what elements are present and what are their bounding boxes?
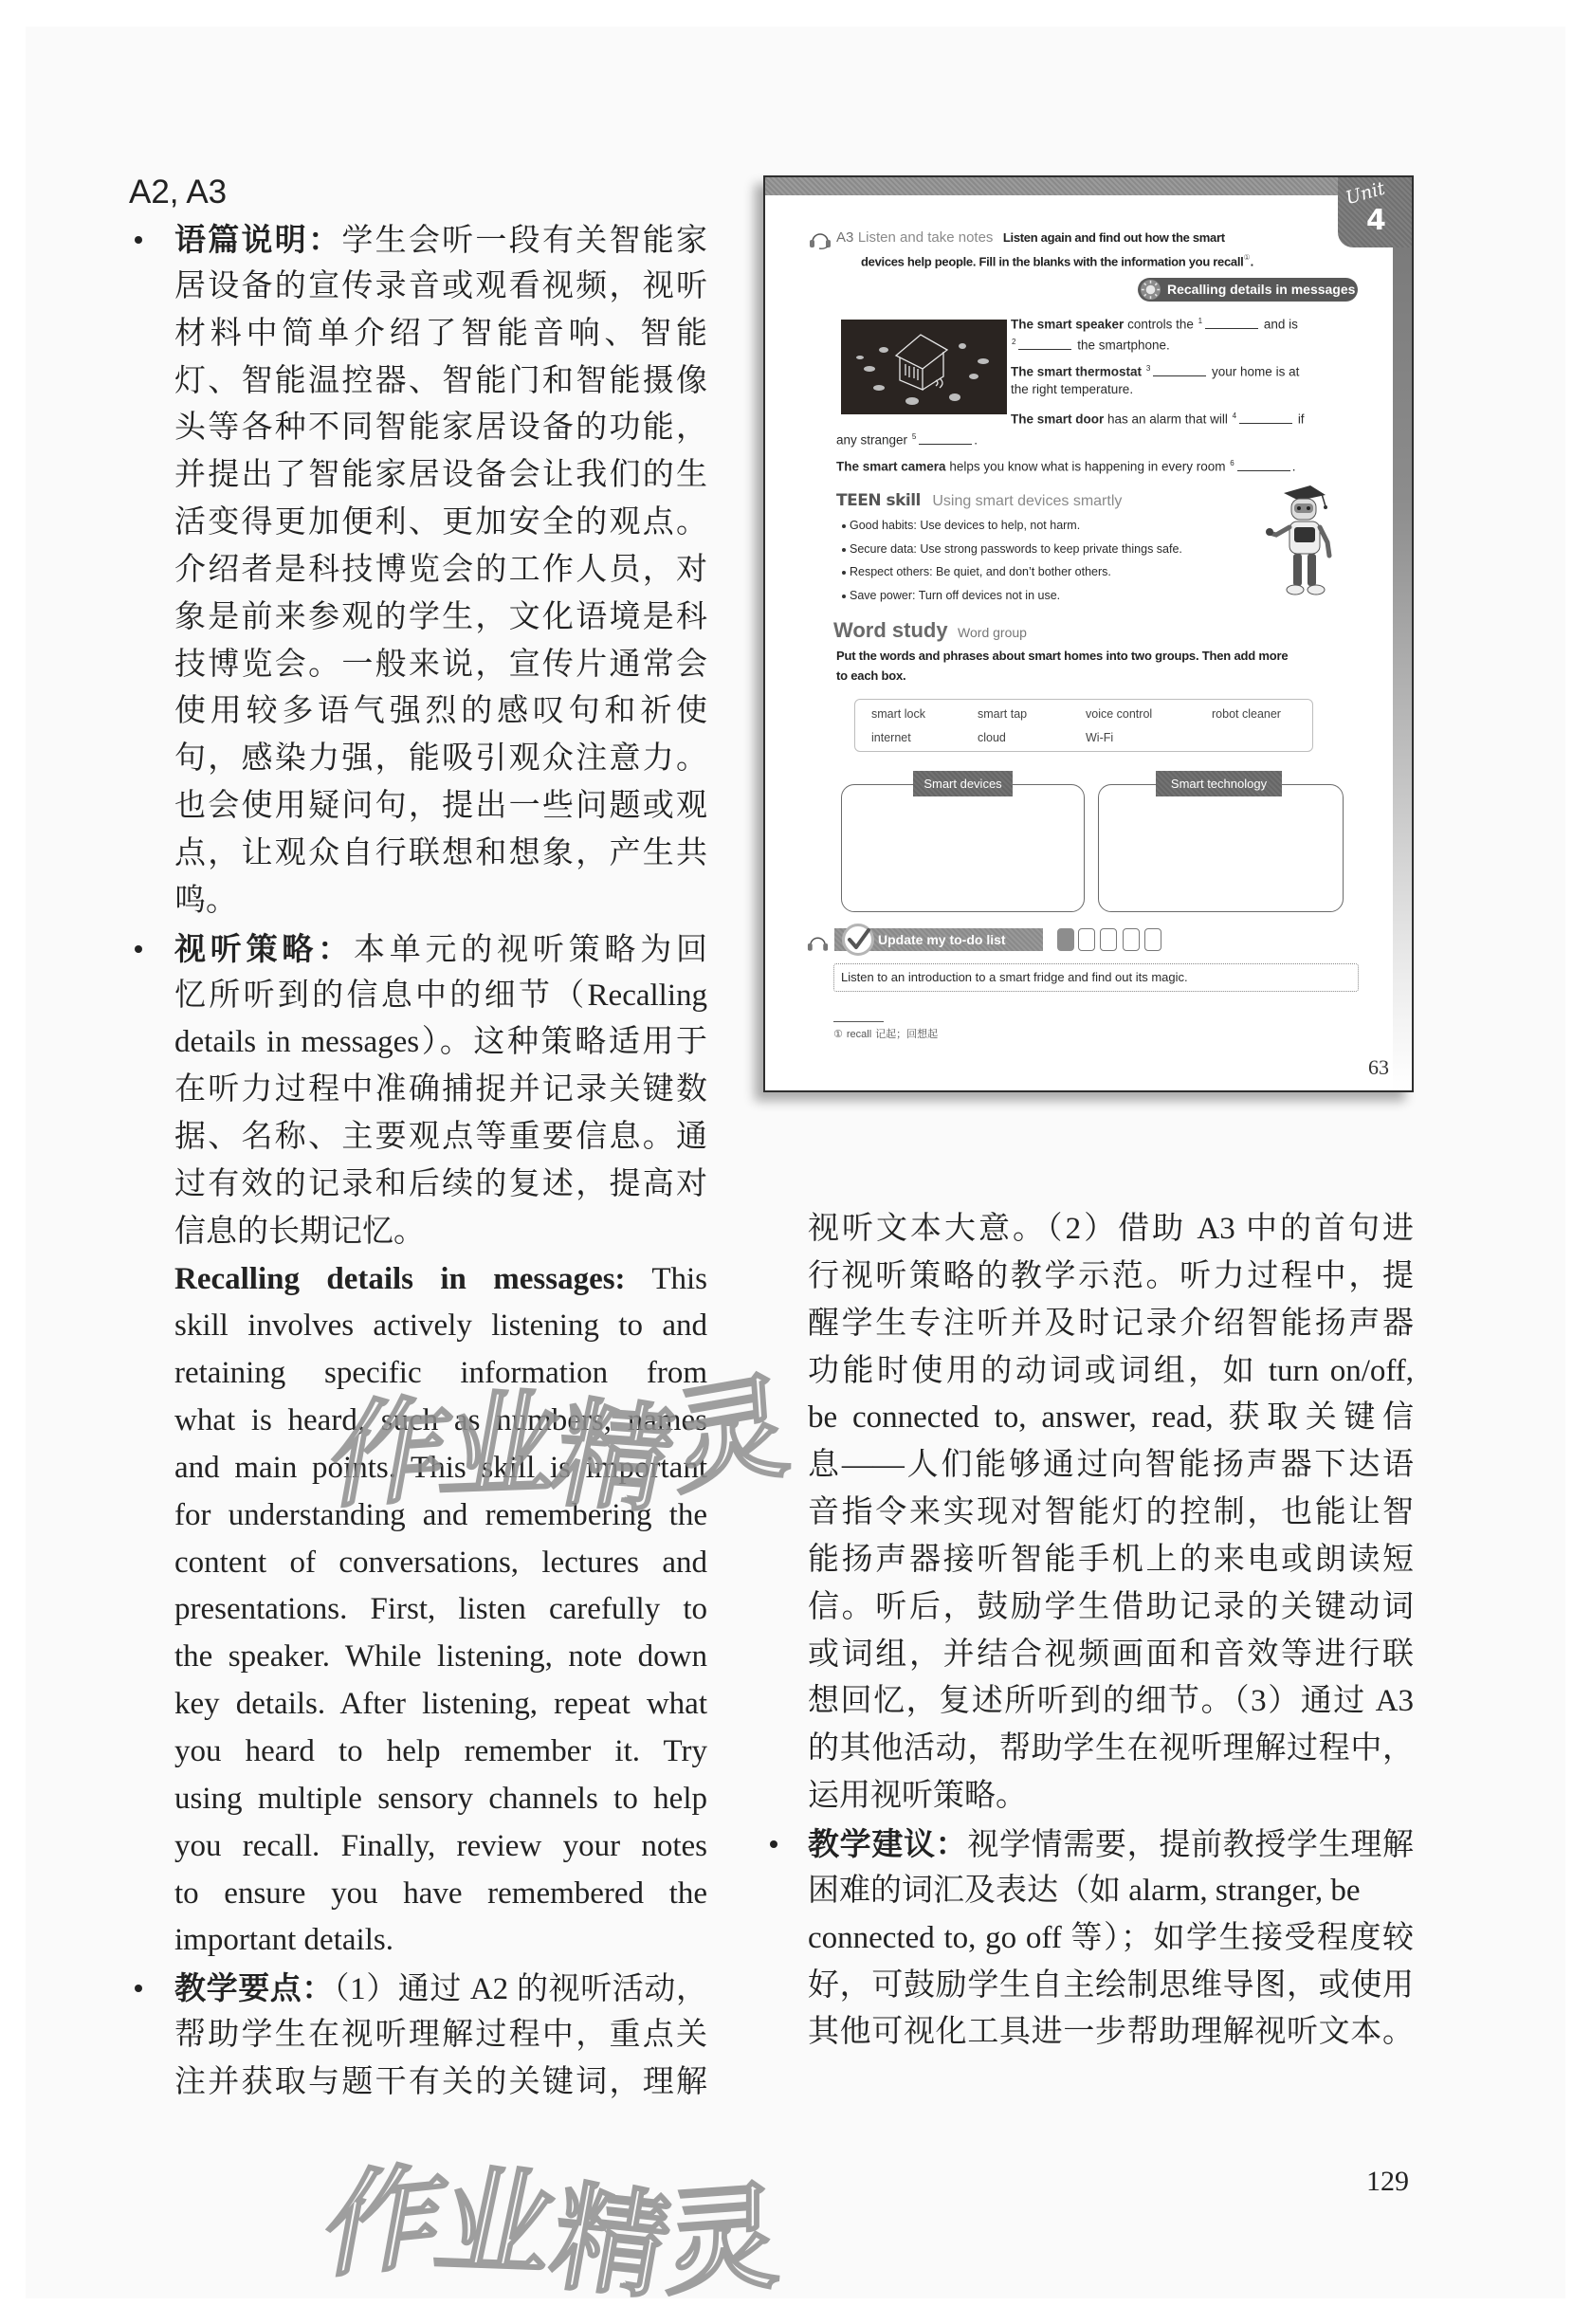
text-line: 忆所听到的信息中的细节（Recalling	[174, 978, 707, 1013]
text-line: 运用视听策略。	[808, 1779, 1027, 1814]
text-line: 在听力过程中准确捕捉并记录关键数	[174, 1072, 707, 1107]
text-line	[174, 1256, 707, 1304]
word-bank-item: internet	[871, 731, 911, 744]
unit-label: Unit	[1343, 177, 1388, 210]
text-line: content of conversations, lectures and	[174, 1545, 707, 1580]
text-line: 音指令来实现对智能灯的控制，也能让智	[808, 1495, 1414, 1530]
bullet-label: 教学建议：	[808, 1824, 968, 1862]
text-line: 信息的长期记忆。	[174, 1214, 425, 1249]
right-column	[808, 1206, 1414, 2057]
word-bank-item: smart tap	[978, 707, 1028, 721]
teen-skill-badge: TEEN skill	[836, 491, 921, 510]
teaching-points-continued	[808, 1206, 1414, 1821]
answer-blank	[1018, 339, 1071, 350]
fill-text: if	[1297, 412, 1305, 427]
checkmark-icon	[841, 923, 875, 957]
text-line: 活变得更加便利、更加安全的观点。	[174, 505, 707, 540]
fill-text: the smartphone.	[1077, 338, 1170, 353]
bullet-label: 语篇说明：	[174, 221, 342, 258]
text-line-content: This	[651, 1261, 707, 1296]
text-line: 的其他活动，帮助学生在视听理解过程中，	[808, 1731, 1414, 1766]
text-line: 其他可视化工具进一步帮助理解视听文本。	[808, 2015, 1414, 2050]
word-bank-item: cloud	[978, 731, 1006, 744]
text-line: 材料中简单介绍了智能音响、智能	[174, 316, 707, 351]
text-line: 技博览会。一般来说，宣传片通常会	[174, 647, 707, 682]
bullet-text-overview	[174, 216, 707, 925]
bullet-icon	[842, 548, 846, 552]
answer-blank	[1205, 318, 1258, 329]
fill-subject: The smart door	[1011, 412, 1105, 427]
word-study-header	[833, 617, 1027, 644]
text-line: the speaker. While listening, note down	[174, 1639, 707, 1674]
fill-in-line	[1011, 333, 1170, 356]
text-line: 或词组，并结合视频画面和音效等进行联	[808, 1637, 1414, 1672]
fill-text: your home is at	[1212, 364, 1300, 379]
text-line	[808, 1821, 1414, 1868]
bullet-icon	[842, 571, 846, 575]
group-box-smart-technology	[1098, 784, 1344, 912]
text-line: 鸣。	[174, 883, 237, 918]
text-line: important details.	[174, 1923, 393, 1958]
blank-number: 6	[1230, 459, 1234, 467]
bullet-text-teaching-points	[174, 1965, 707, 2107]
text-line: what is heard, such as numbers, names	[174, 1403, 707, 1438]
tip-item	[842, 516, 1080, 535]
activity-instruction: Listen again and find out how the smart	[1002, 230, 1225, 245]
text-line: retaining specific information from	[174, 1356, 707, 1391]
page-number: 129	[1366, 2166, 1409, 2197]
paragraph-label: Recalling details in messages:	[174, 1261, 626, 1296]
text-line: 功能时使用的动词或词组，如 turn on/off,	[808, 1353, 1414, 1388]
text-line	[174, 1965, 707, 2012]
answer-blank	[1237, 460, 1290, 471]
text-line: using multiple sensory channels to help	[174, 1781, 707, 1816]
fill-text: has an alarm that will	[1104, 412, 1228, 427]
word-study-instruction: to each box.	[836, 668, 906, 683]
strategy-badge	[1138, 278, 1358, 302]
unit-number: 4	[1366, 204, 1386, 237]
fill-text: and is	[1263, 317, 1298, 332]
bullet-icon	[770, 1840, 777, 1848]
footnote	[833, 1027, 942, 1042]
headphone-icon	[806, 934, 830, 953]
text-line-content: 学生会听一段有关智能家	[341, 224, 708, 258]
text-line: for understanding and remembering the	[174, 1497, 707, 1532]
text-line: 帮助学生在视听理解过程中，重点关	[174, 2018, 707, 2053]
tip-text: Good habits: Use devices to help, not harm.	[850, 519, 1081, 532]
activity-title: Listen and take notes	[857, 229, 994, 246]
text-line: 好，可鼓励学生自主绘制思维导图，或使用	[808, 1967, 1414, 2003]
answer-blank	[1153, 365, 1206, 376]
teen-skill-header	[836, 488, 1122, 513]
blank-number: 2	[1012, 338, 1016, 346]
text-line-content: 本单元的视听策略为回	[353, 932, 708, 967]
todo-label-bar: Update my to-do list	[834, 928, 1043, 951]
fill-text: any stranger	[836, 432, 908, 448]
group-label-smart-devices: Smart devices	[913, 771, 1013, 796]
progress-box	[1100, 928, 1117, 951]
fill-in-line	[1011, 359, 1299, 382]
text-line: skill involves actively listening to and	[174, 1308, 707, 1344]
text-line: 信。听后，鼓励学生借助记录的关键动词	[808, 1589, 1414, 1624]
text-line: you heard to help remember it. Try	[174, 1734, 707, 1768]
text-line-content: （1）通过 A2 的视听活动，	[334, 1972, 708, 2007]
progress-box	[1123, 928, 1140, 951]
text-line: 点，让观众自行联想和想象，产生共	[174, 835, 707, 870]
word-bank-item: voice control	[1086, 707, 1153, 721]
page-top-band	[765, 177, 1412, 195]
headphone-icon	[808, 230, 832, 249]
activity-header	[836, 229, 1225, 247]
footnote-word: recall	[846, 1029, 872, 1040]
text-line: 行视听策略的教学示范。听力过程中，提	[808, 1258, 1414, 1293]
fill-in-line	[836, 428, 978, 450]
word-bank-item: smart lock	[871, 707, 925, 721]
bullet-text-strategy	[174, 925, 707, 1256]
word-bank	[854, 699, 1313, 752]
footnote-meaning: 记起；回想起	[875, 1029, 939, 1040]
word-study-subtitle: Word group	[958, 625, 1027, 640]
fill-text: helps you know what is happening in every room	[945, 459, 1226, 474]
fill-text: controls the	[1124, 317, 1194, 332]
fill-text: .	[974, 432, 978, 448]
footnote-divider	[833, 1021, 884, 1022]
left-column	[174, 216, 707, 2107]
english-skill-paragraph	[174, 1256, 707, 1966]
footnote-ref: ①	[1243, 253, 1251, 262]
text-line: 并提出了智能家居设备会让我们的生	[174, 458, 707, 493]
text-line: 息——人们能够通过向智能扬声器下达语	[808, 1448, 1414, 1483]
text-line: presentations. First, listen carefully to	[174, 1592, 707, 1627]
text-line: 介绍者是科技博览会的工作人员，对	[174, 552, 707, 587]
answer-blank	[1239, 412, 1292, 424]
word-study-title: Word study	[833, 618, 948, 642]
word-bank-item: Wi-Fi	[1086, 731, 1114, 744]
text-line: connected to, go off 等）；如学生接受程度较	[808, 1920, 1414, 1955]
text-line: 象是前来参观的学生，文化语境是科	[174, 599, 707, 634]
text-line: 视听文本大意。（2）借助 A3 中的首句进	[808, 1212, 1414, 1246]
instruction-end: .	[1250, 254, 1253, 269]
progress-box	[1144, 928, 1161, 951]
activity-instruction-line2	[861, 249, 1253, 269]
fill-in-line	[836, 454, 1295, 477]
text-line: 头等各种不同智能家居设备的功能，	[174, 411, 707, 446]
text-line: 过有效的记录和后续的复述，提高对	[174, 1166, 707, 1201]
text-line-content: 视学情需要，提前教授学生理解	[967, 1827, 1415, 1862]
text-line: 居设备的宣传录音或观看视频，视听	[174, 268, 707, 303]
word-study-instruction: Put the words and phrases about smart homes into two groups. Then add more	[836, 649, 1289, 663]
instruction-text: devices help people. Fill in the blanks with the information you recall	[861, 254, 1244, 269]
todo-task: Listen to an introduction to a smart fridge and find out its magic.	[833, 963, 1359, 992]
answer-blank	[919, 433, 972, 445]
text-line: and main points. This skill is important	[174, 1450, 707, 1485]
bullet-label: 视听策略：	[174, 929, 354, 967]
text-line: key details. After listening, repeat what	[174, 1687, 707, 1722]
bullet-icon	[135, 945, 142, 953]
text-line: details in messages）。这种策略适用于	[174, 1025, 707, 1060]
text-line: 使用较多语气强烈的感叹句和祈使	[174, 694, 707, 729]
progress-box	[1078, 928, 1095, 951]
bullet-icon	[135, 236, 142, 244]
blank-number: 1	[1198, 317, 1203, 325]
text-line: 注并获取与题干有关的关键词，理解	[174, 2064, 707, 2099]
page-right-band	[1393, 177, 1412, 1090]
text-line: be connected to, answer, read, 获取关键信	[808, 1400, 1414, 1436]
text-line: you recall. Finally, review your notes	[174, 1828, 707, 1863]
bullet-label: 教学要点：	[174, 1969, 334, 2007]
blank-number: 4	[1232, 412, 1237, 420]
tip-item	[842, 562, 1111, 581]
bullet-icon	[842, 524, 846, 528]
text-line: 醒学生专注听并及时记录介绍智能扬声器	[808, 1306, 1414, 1341]
tip-text: Secure data: Use strong passwords to keep private things safe.	[850, 542, 1182, 556]
fill-subject: The smart camera	[836, 459, 946, 474]
bullet-text-teaching-suggestions	[808, 1821, 1414, 2057]
text-line	[174, 925, 707, 973]
group-box-smart-devices	[841, 784, 1085, 912]
fill-subject: The smart speaker	[1011, 317, 1125, 332]
text-line: 也会使用疑问句，提出一些问题或观	[174, 789, 707, 824]
text-line: to ensure you have remembered the	[174, 1876, 707, 1911]
strategy-badge-label: Recalling details in messages	[1167, 282, 1356, 297]
fill-in-line: the right temperature.	[1011, 382, 1134, 396]
fill-in-line	[1011, 407, 1305, 430]
tip-item	[842, 540, 1182, 558]
fill-in-line	[1011, 312, 1298, 335]
blank-number: 5	[911, 432, 917, 441]
text-line: 句，感染力强，能吸引观众注意力。	[174, 741, 707, 777]
text-line: 灯、智能温控器、智能门和智能摄像	[174, 363, 707, 398]
text-line: 困难的词汇及表达（如 alarm, stranger, be	[808, 1873, 1361, 1908]
robot-illustration	[1263, 484, 1339, 602]
textbook-page-number: 63	[1368, 1055, 1389, 1079]
footnote-mark: ①	[833, 1029, 843, 1040]
tip-text: Respect others: Be quiet, and don’t bother others.	[850, 565, 1111, 578]
tip-item	[842, 586, 1060, 605]
progress-box-filled	[1057, 928, 1074, 951]
unit-tab	[1338, 177, 1412, 247]
teen-skill-title: Using smart devices smartly	[932, 493, 1123, 509]
lightbulb-icon	[1140, 279, 1161, 301]
fill-subject: The smart thermostat	[1011, 364, 1143, 379]
group-label-smart-technology: Smart technology	[1156, 771, 1282, 796]
text-line	[174, 216, 707, 264]
textbook-page-image	[763, 175, 1414, 1092]
tip-text: Save power: Turn off devices not in use.	[850, 589, 1061, 602]
fill-text: .	[1291, 459, 1296, 474]
activity-number: A3	[836, 229, 854, 246]
smart-home-illustration	[841, 320, 1007, 414]
blank-number: 3	[1145, 364, 1151, 373]
text-line: 据、名称、主要观点等重要信息。通	[174, 1120, 707, 1155]
section-heading: A2, A3	[129, 174, 228, 210]
word-bank-item: robot cleaner	[1212, 707, 1281, 721]
bullet-icon	[842, 595, 846, 598]
text-line: 能扬声器接听智能手机上的来电或朗读短	[808, 1542, 1414, 1577]
text-line: 想回忆，复述所听到的细节。（3）通过 A3	[808, 1684, 1414, 1719]
